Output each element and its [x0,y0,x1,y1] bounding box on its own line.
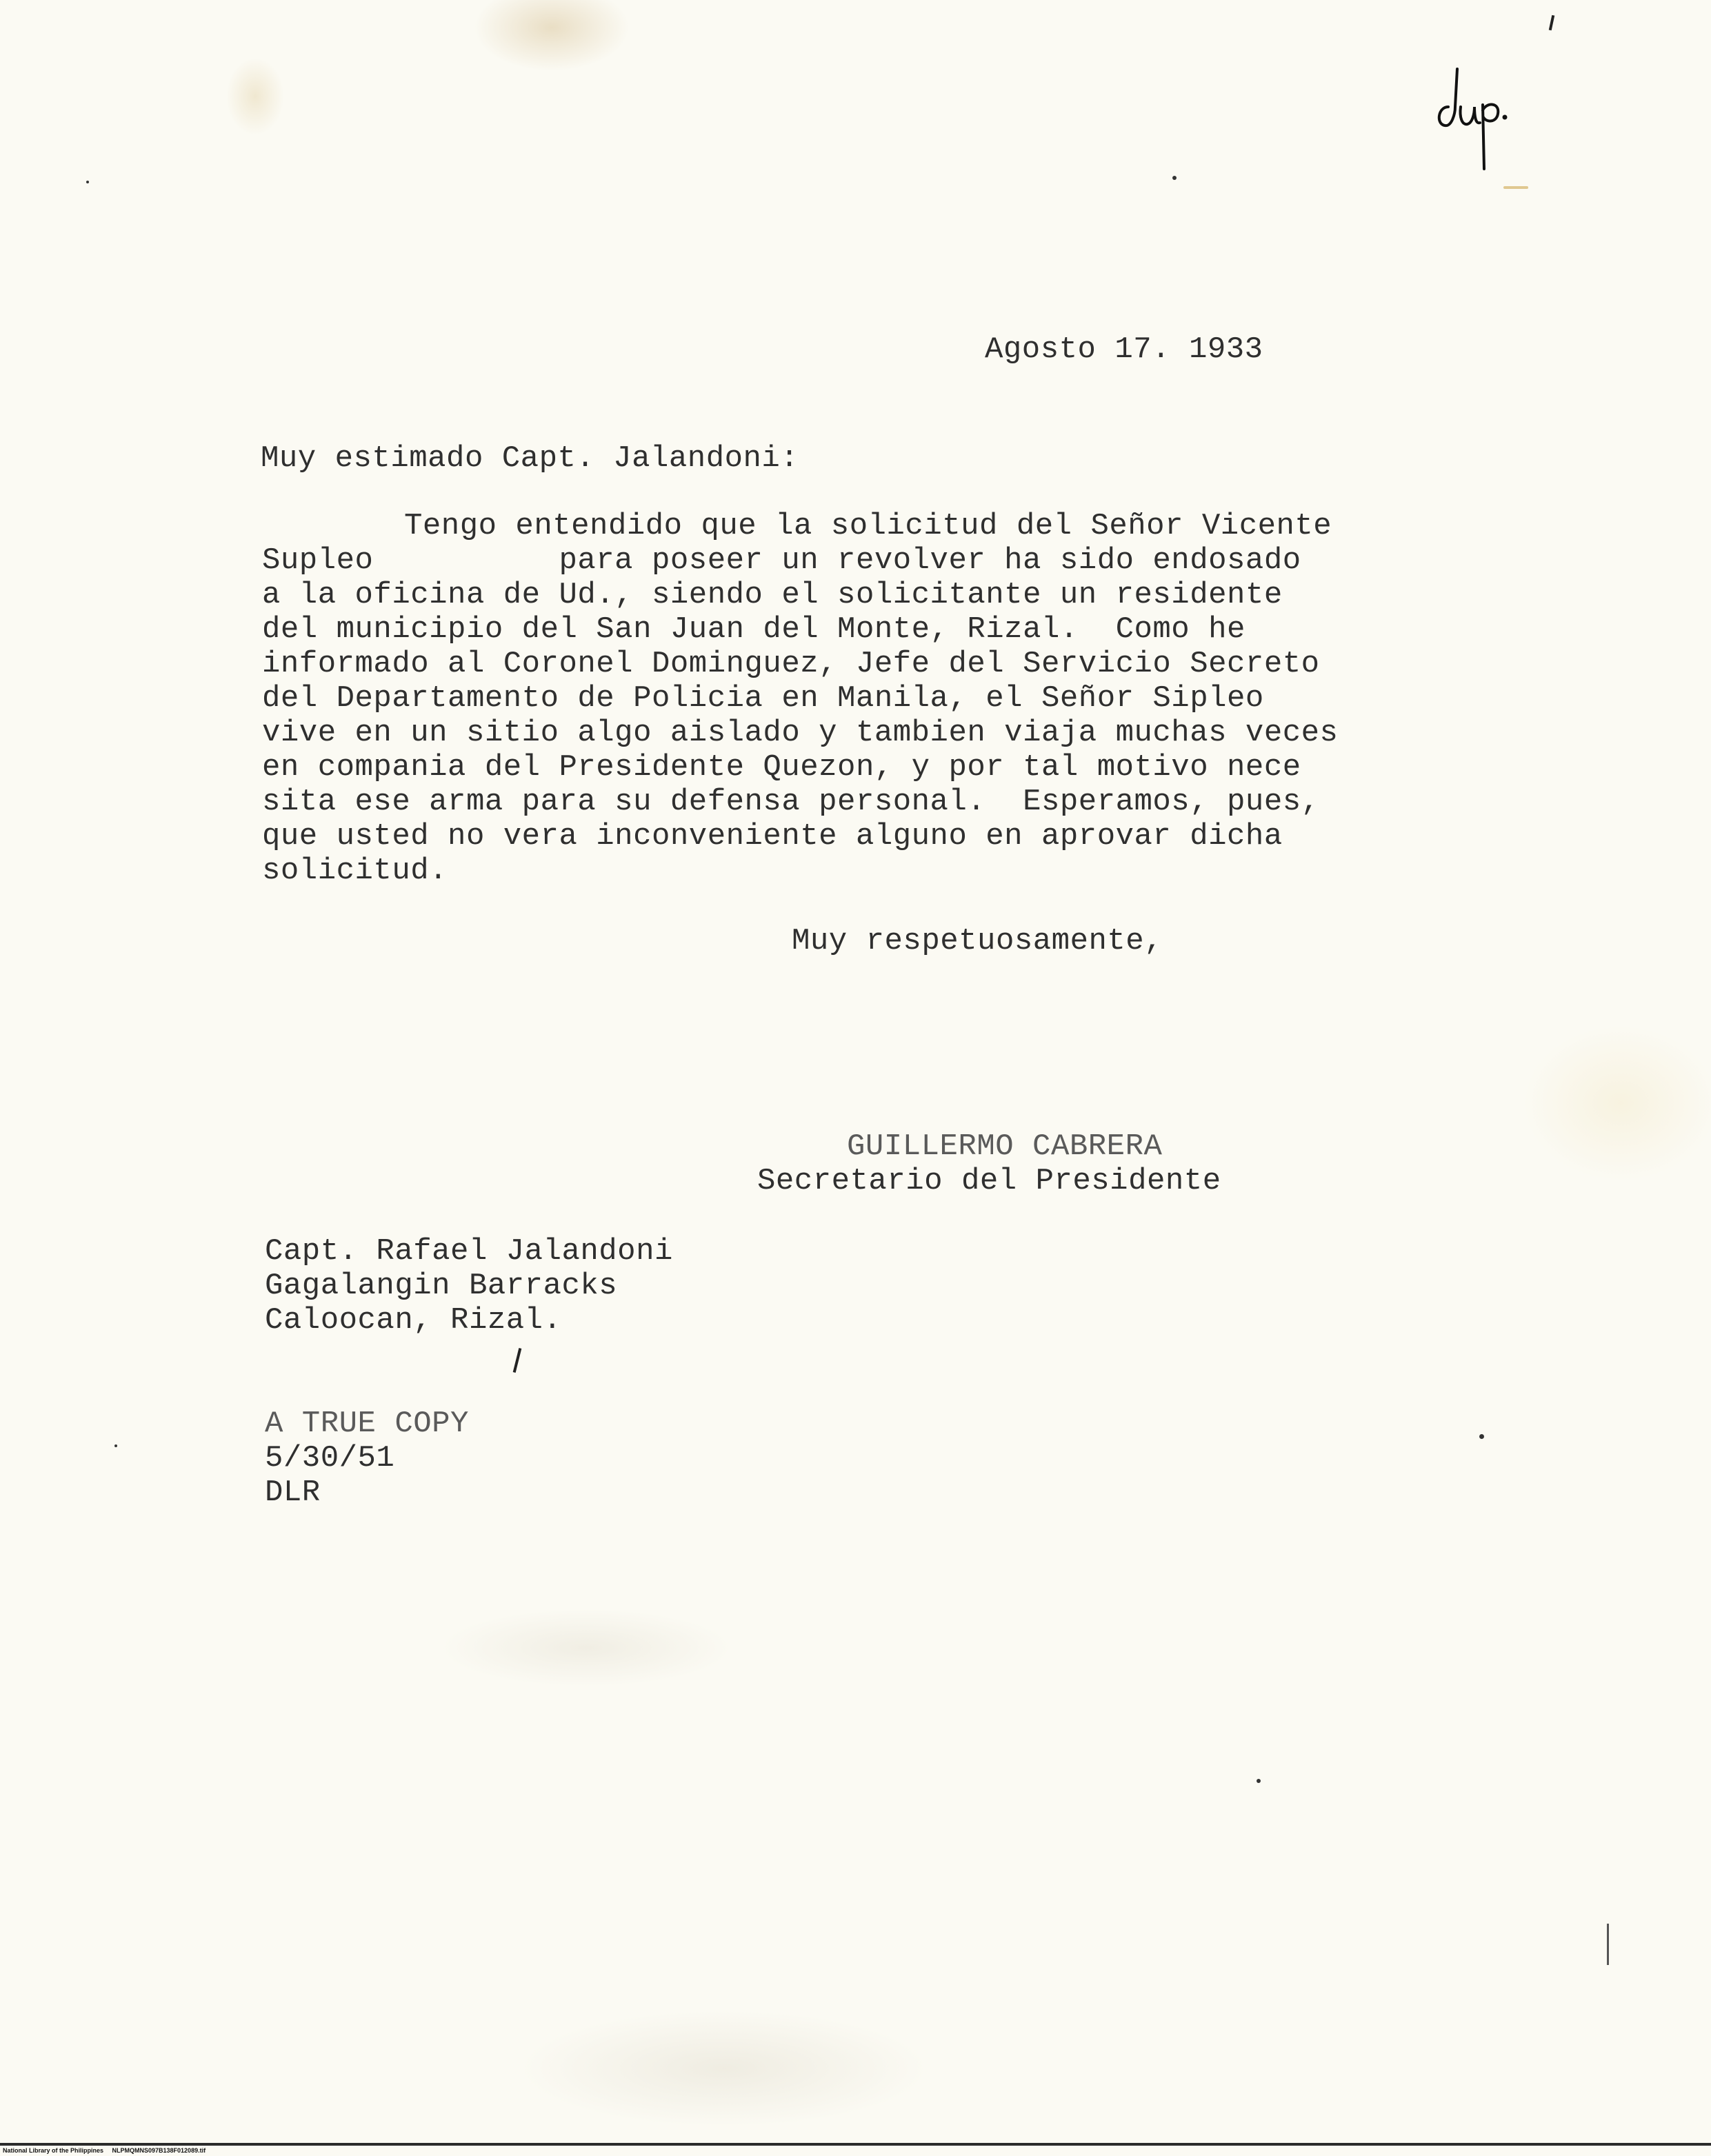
closing: Muy respetuosamente, [792,924,1163,958]
paper-stain [1503,186,1528,189]
signatory-name: GUILLERMO CABRERA [847,1129,1163,1164]
scan-speck [1172,176,1177,180]
body-line: que usted no vera inconveniente alguno en aprovar dicha [262,819,1283,854]
ink-mark [513,1348,522,1373]
signatory-title: Secretario del Presidente [757,1164,1221,1198]
body-line: Tengo entendido que la solicitud del Señor Vicente [404,509,1332,543]
true-copy-label: A TRUE COPY [265,1407,469,1441]
body-line: Supleo para poseer un revolver ha sido endosado [262,543,1301,578]
body-line: a la oficina de Ud., siendo el solicitante un residente [262,578,1283,612]
scan-footer-caption: National Library of the Philippines NLPMQMNS097B138F012089.tif [3,2147,206,2154]
body-line: del municipio del San Juan del Monte, Rizal. Como he [262,612,1245,647]
body-line: informado al Coronel Dominguez, Jefe del Servicio Secreto [262,647,1320,681]
body-line: sita ese arma para su defensa personal. Esperamos, pues, [262,785,1320,819]
certification-date: 5/30/51 [265,1441,395,1475]
body-line: vive en un sitio algo aislado y tambien viaja muchas veces [262,716,1339,750]
scan-speck [114,1444,117,1447]
body-line: solicitud. [262,854,448,888]
scan-speck [86,181,89,183]
body-line: en compania del Presidente Quezon, y por tal motivo nece [262,750,1301,785]
handwritten-annotation [1434,41,1510,183]
letter-date: Agosto 17. 1933 [985,332,1263,367]
recipient-name: Capt. Rafael Jalandoni [265,1234,673,1269]
scan-speck [1257,1779,1261,1783]
ink-mark [1549,15,1554,30]
certification-initials: DLR [265,1475,321,1510]
recipient-address-line: Gagalangin Barracks [265,1269,618,1303]
body-line: del Departamento de Policia en Manila, el Señor Sipleo [262,681,1264,716]
scan-footer-rule [0,2143,1711,2146]
scan-edge-mark [1607,1924,1609,1965]
recipient-address-line: Caloocan, Rizal. [265,1303,562,1338]
handwritten-dup-mark [1434,41,1510,179]
scan-speck [1479,1434,1484,1439]
salutation: Muy estimado Capt. Jalandoni: [261,441,799,476]
